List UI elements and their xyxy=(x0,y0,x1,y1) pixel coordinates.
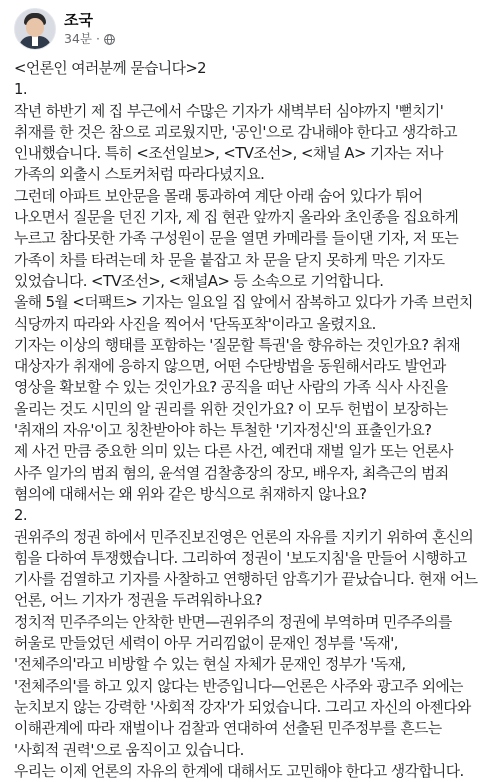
separator: · xyxy=(95,31,100,46)
post-body xyxy=(14,58,481,782)
globe-icon xyxy=(104,34,115,45)
post-paragraph: 올해 5월 <더팩트> 기자는 일요일 집 앞에서 잠복하고 있다가 가족 브런치 식당까지 따라와 사진을 찍어서 '단독포착'이라고 올렸지요. xyxy=(14,294,473,333)
post-paragraph: 정치적 민주주의는 안착한 반면—권위주의 정권에 부역하며 민주주의를 허울로 만들었던 세력이 아무 거리낌없이 문재인 정부를 '독재', '전체주의'라고 비방할 수 있는 현실 자체가 문재인 정부가 '독재, '전체주의'를 하고 있지 않다는 반증입니다—언론은 사주와 광고주 외에는 눈치보지 않는 강력한 '사회적 강자'가 되었습니다. 그리고 자신의 아젠다와 이해관계에 따라 재벌이나 검찰과 연대하여 선출된 민주정부를 흔드는 '사회적 권력'으로 움직이고 있습니다. xyxy=(14,613,471,759)
post-paragraph: <언론인 여러분께 묻습니다>2 xyxy=(14,60,207,77)
post-paragraph: 1. xyxy=(14,81,28,99)
post-paragraph: 제 사건 만큼 중요한 의미 있는 다른 사건, 예컨대 재벌 일가 또는 언론사 사주 일가의 범죄 혐의, 윤석열 검찰총장의 장모, 배우자, 최측근의 범죄 혐의에 대해서는 왜 위와 같은 방식으로 취재하지 않나요? xyxy=(14,443,453,503)
post-meta xyxy=(64,11,115,47)
post-paragraph: 작년 하반기 제 집 부근에서 수많은 기자가 새벽부터 심야까지 '뻗치기' 취재를 한 것은 참으로 괴로웠지만, '공인'으로 감내해야 한다고 생각하고 인내했습니다. 특히 <조선일보>, <TV조선>, <채널 A> 기자는 저나 가족의 외출시 스토커처럼 따라다녔지요. xyxy=(14,102,457,184)
post-subline xyxy=(64,31,115,47)
author-avatar[interactable] xyxy=(14,8,56,50)
post-header xyxy=(14,0,481,58)
post-timestamp[interactable]: 34분 xyxy=(64,31,92,46)
post-paragraph: 우리는 이제 언론의 자유의 한계에 대해서도 고민해야 한다고 생각합니다. xyxy=(14,762,464,780)
post-paragraph: 권위주의 정권 하에서 민주진보진영은 언론의 자유를 지키기 위하여 혼신의 힘을 다하여 투쟁했습니다. 그리하여 정권이 '보도지침'을 만들어 시행하고 기사를 검열하고 기자를 사찰하고 연행하던 암흑기가 끝났습니다. 현재 어느 언론, 어느 기자가 정권을 두려워하나요? xyxy=(14,528,478,610)
post-paragraph: 2. xyxy=(14,507,28,525)
post-paragraph: 기자는 이상의 행태를 포함하는 '질문할 특권'을 향유하는 것인가요? 취재 대상자가 취재에 응하지 않으면, 어떤 수단방법을 동원해서라도 발언과 영상을 확보할 수 있는 것인가요? 공직을 떠난 사람의 가족 식사 사진을 올리는 것도 시민의 알 권리를 위한 것인가요? 이 모두 헌법이 보장하는 '취재의 자유'이고 칭찬받아야 하는 투철한 '기자정신'의 표출인가요? xyxy=(14,336,461,440)
author-name[interactable]: 조국 xyxy=(64,11,93,29)
post-paragraph: 그런데 아파트 보안문을 몰래 통과하여 계단 아래 숨어 있다가 튀어 나오면서 질문을 던진 기자, 제 집 현관 앞까지 올라와 초인종을 집요하게 누르고 참다못한 가족 구성원이 문을 열면 카메라를 들이댄 기자, 저 또는 가족이 차를 타려는데 차 문을 붙잡고 차 문을 닫지 못하게 막은 기자도 있었습니다. <TV조선>, <채널A> 등 소속으로 기억합니다. xyxy=(14,187,459,290)
